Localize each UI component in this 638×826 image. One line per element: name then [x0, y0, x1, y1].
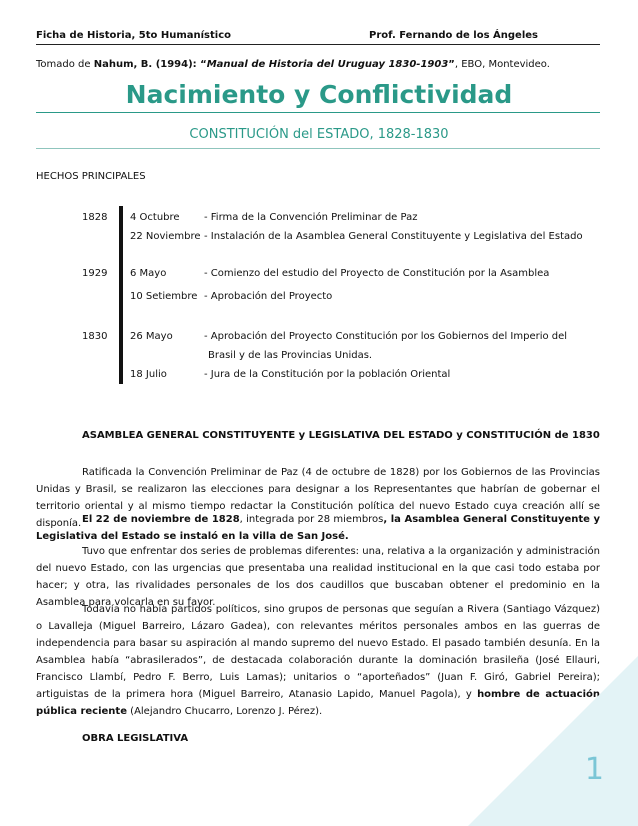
section-heading-obra: OBRA LEGISLATIVA	[82, 733, 189, 744]
timeline-year: 1828	[82, 212, 108, 223]
timeline-event: - Comienzo del estudio del Proyecto de Constitución por la Asamblea	[204, 268, 550, 279]
source-prefix: Tomado de	[36, 59, 94, 70]
timeline-event: - Instalación de la Asamblea General Constituyente y Legislativa del Estado	[204, 231, 583, 242]
facts-heading: HECHOS PRINCIPALES	[36, 171, 146, 182]
source-suffix: , EBO, Montevideo.	[454, 59, 550, 70]
timeline-date: 18 Julio	[130, 369, 167, 380]
source-close-quote: ”	[448, 59, 455, 70]
timeline-event: - Firma de la Convención Preliminar de Paz	[204, 212, 418, 223]
paragraph-text: (Alejandro Chucarro, Lorenzo J. Pérez).	[126, 706, 323, 717]
title-divider	[36, 112, 600, 113]
paragraph-bold: , la Asamblea General Constituyente y Legislativa del Estado se instaló en la villa de San José.	[36, 514, 600, 542]
subtitle-divider	[36, 148, 600, 149]
page-title: Nacimiento y Conflictividad	[125, 80, 513, 109]
timeline-year: 1830	[82, 331, 108, 342]
source-book: Manual de Historia del Uruguay 1830-1903	[206, 59, 449, 70]
timeline-date: 6 Mayo	[130, 268, 167, 279]
header-course: Ficha de Historia, 5to Humanístico	[36, 30, 231, 41]
timeline-bar	[119, 206, 123, 384]
timeline-event: Brasil y de las Provincias Unidas.	[208, 350, 373, 361]
paragraph	[36, 511, 600, 545]
timeline-date: 10 Setiembre	[130, 291, 198, 302]
timeline-event: - Aprobación del Proyecto	[204, 291, 333, 302]
paragraph-bold: hombre de actuación pública reciente	[36, 689, 600, 717]
timeline-event: - Jura de la Constitución por la población Oriental	[204, 369, 451, 380]
paragraph-text: Todavía no había partidos políticos, sino grupos de personas que seguían a Rivera (Santiago Vázquez) o Lavalleja (Miguel Barreiro, Lázaro Gadea), con relevantes méritos personales ambos en las guerras de independencia para basar su aspiración al mando supremo del nuevo Estado. El pasado también desunía. En la Asamblea había “abrasilerados”, de destacada colaboración durante la dominación brasileña (José Ellauri, Francisco Llambí, Pedro F. Berro, Luis Lamas); unitarios o “aporteñados” (Juan F. Giró, Gabriel Pereira); artiguistas de la primera hora (Miguel Barreiro, Atanasio Lapido, Manuel Pagola), y	[36, 604, 600, 700]
paragraph-text: Ratificada la Convención Preliminar de Paz (4 de octubre de 1828) por los Gobiernos de las Provincias Unidas y Brasil, se realizaron las elecciones para designar a los Representantes que habrían de gobernar el territorio oriental y al mismo tiempo redactar la Constitución política del nuevo Estado cuya creación allí se disponía.	[36, 467, 600, 529]
source-citation	[36, 59, 550, 70]
timeline-year: 1929	[82, 268, 108, 279]
source-author: Nahum, B. (1994): “	[93, 59, 207, 70]
timeline-date: 22 Noviembre	[130, 231, 201, 242]
corner-decoration	[468, 656, 638, 826]
paragraph-text: Tuvo que enfrentar dos series de problemas diferentes: una, relativa a la organización y administración del nuevo Estado, con las urgencias que presentaba una realidad institucional en la que casi todo estaba por hacer; y otra, las rivalidades personales de los dos caudillos que buscaban obtener el predominio en la Asamblea para volcarla en su favor.	[36, 546, 600, 608]
section-heading-asamblea: ASAMBLEA GENERAL CONSTITUYENTE y LEGISLATIVA DEL ESTADO y CONSTITUCIÓN de 1830	[82, 430, 600, 441]
timeline-date: 4 Octubre	[130, 212, 180, 223]
header-divider	[36, 44, 600, 45]
timeline-event: - Aprobación del Proyecto Constitución por los Gobiernos del Imperio del	[204, 331, 568, 342]
timeline-date: 26 Mayo	[130, 331, 173, 342]
header-teacher: Prof. Fernando de los Ángeles	[369, 30, 538, 41]
page-header	[36, 30, 600, 41]
page-subtitle: CONSTITUCIÓN del ESTADO, 1828-1830	[189, 127, 449, 142]
paragraph-bold: El 22 de noviembre de 1828	[82, 514, 240, 525]
page-number: 1	[584, 752, 604, 787]
paragraph-text: , integrada por 28 miembros	[239, 514, 384, 525]
